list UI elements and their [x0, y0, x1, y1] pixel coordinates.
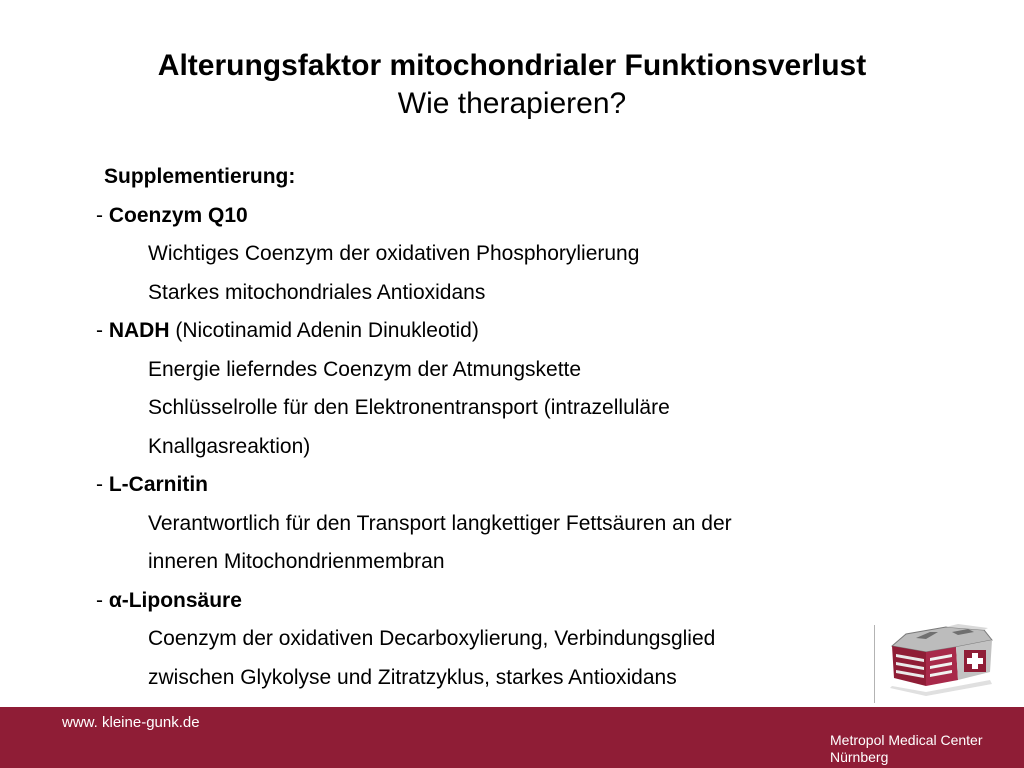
footer-url[interactable]: www. kleine-gunk.de: [62, 714, 200, 731]
footer-org-name: Metropol Medical Center: [830, 732, 983, 748]
list-item-name: α-Liponsäure: [108, 588, 242, 612]
list-item-heading: [96, 582, 896, 621]
list-item-description: Energie lieferndes Coenzym der Atmungskette: [148, 357, 582, 381]
logo-divider: [874, 625, 875, 703]
list-item-description: Verantwortlich für den Transport langkettiger Fettsäuren an der: [148, 511, 732, 535]
footer-organization: [830, 732, 983, 766]
list-item-heading: [96, 312, 896, 351]
slide-subtitle: Wie therapieren?: [397, 87, 627, 120]
list-dash: -: [96, 473, 109, 496]
list-item-description: Wichtiges Coenzym der oxidativen Phosphorylierung: [148, 242, 640, 265]
slide-title: Alterungsfaktor mitochondrialer Funktionsverlust: [157, 49, 867, 82]
hospital-building-logo: [886, 620, 996, 698]
list-item-heading: [96, 466, 896, 505]
list-dash: -: [96, 203, 109, 227]
footer-org-city: Nürnberg: [830, 749, 889, 765]
list-dash: -: [96, 588, 109, 612]
list-item-name: NADH: [108, 319, 170, 342]
footer-bar: [0, 707, 1024, 768]
list-item-description: Coenzym der oxidativen Decarboxylierung, Verbindungsglied: [148, 627, 716, 650]
list-item-heading: [96, 197, 896, 236]
list-item-description: Starkes mitochondriales Antioxidans: [148, 280, 486, 304]
title-block: [0, 47, 1024, 123]
list-item-description: Knallgasreaktion): [148, 434, 311, 458]
list-item-description: Schlüsselrolle für den Elektronentransport (intrazelluläre: [148, 396, 670, 419]
list-item-description: inneren Mitochondrienmembran: [148, 550, 445, 573]
list-dash: -: [96, 319, 109, 342]
content-body: [96, 158, 896, 697]
list-item-extra: (Nicotinamid Adenin Dinukleotid): [169, 319, 479, 342]
list-item-name: L-Carnitin: [108, 473, 208, 496]
list-item-name: Coenzym Q10: [108, 203, 248, 227]
section-heading: Supplementierung:: [104, 165, 296, 188]
list-item-description: zwischen Glykolyse und Zitratzyklus, starkes Antioxidans: [148, 665, 677, 689]
